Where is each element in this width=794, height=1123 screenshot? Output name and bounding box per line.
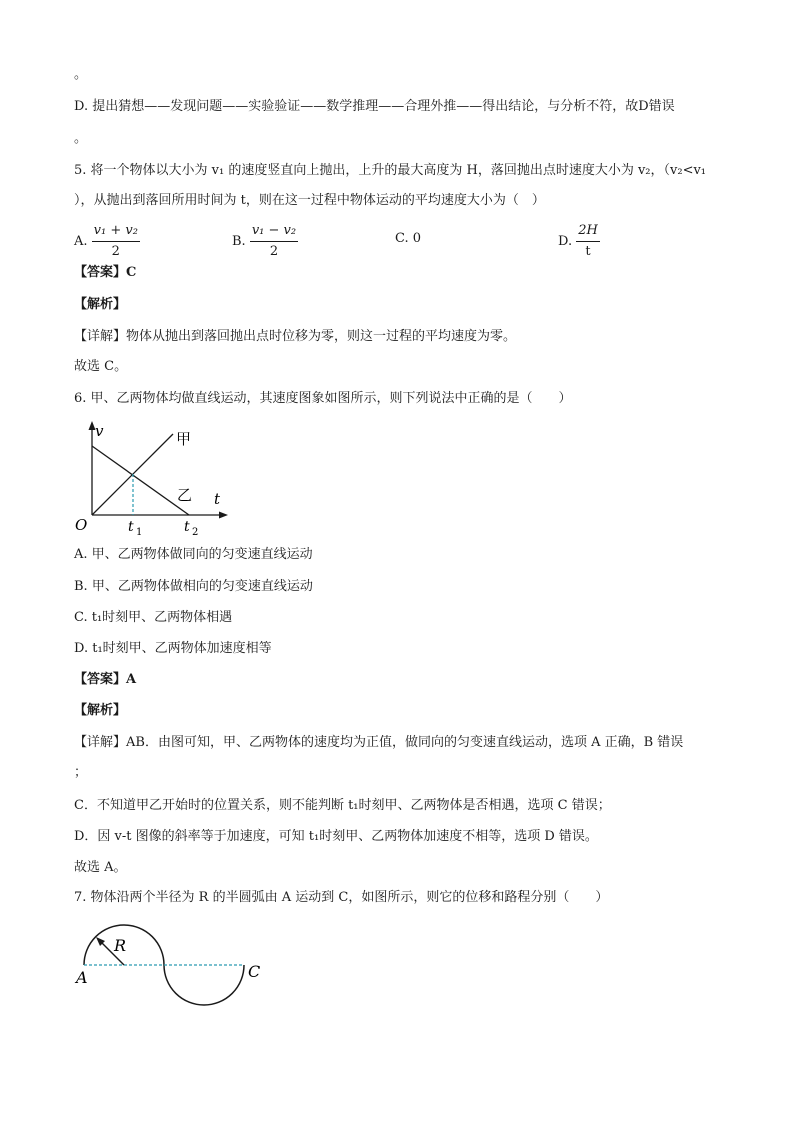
numerator: v₁ + v₂ <box>92 222 140 242</box>
t2-label: t <box>184 519 190 535</box>
question-5-cont: ），从抛出到落回所用时间为 t，则在这一过程中物体运动的平均速度大小为（ ） <box>74 193 545 208</box>
option-value: 0 <box>412 231 422 246</box>
option-a <box>74 222 140 261</box>
select-6: 故选 A。 <box>74 860 127 875</box>
detail-6-cont: ； <box>74 765 88 780</box>
t2-subscript: 2 <box>192 527 199 536</box>
option-label: C. <box>395 231 409 246</box>
fraction <box>92 222 140 261</box>
option-6b: B. 甲、乙两物体做相向的匀变速直线运动 <box>74 579 313 594</box>
question-6: 6. 甲、乙两物体均做直线运动，其速度图象如图所示，则下列说法中正确的是（ ） <box>74 391 572 406</box>
semicircle-path-figure <box>72 920 272 1010</box>
option-6a: A. 甲、乙两物体做同向的匀变速直线运动 <box>74 547 313 562</box>
text-line: 。 <box>74 131 88 146</box>
detail-5: 【详解】物体从抛出到落回抛出点时位移为零，则这一过程的平均速度为零。 <box>74 329 517 344</box>
denominator: t <box>585 244 591 259</box>
v-label: v <box>95 422 104 440</box>
t-axis-arrow <box>219 512 228 519</box>
option-c <box>395 230 421 248</box>
answer-6: 【答案】A <box>74 672 137 687</box>
origin-label: O <box>75 516 88 534</box>
select-5: 故选 C。 <box>74 359 128 374</box>
a-label: A <box>76 968 88 987</box>
analysis-6: 【解析】 <box>74 703 127 718</box>
text-line: 。 <box>74 67 88 82</box>
denominator: 2 <box>269 244 279 259</box>
c-label: C <box>248 962 261 981</box>
detail-6: 【详解】AB．由图可知，甲、乙两物体的速度均为正值，做同向的匀变速直线运动，选项 A 正确，B 错误 <box>74 735 684 750</box>
denominator: 2 <box>111 244 120 259</box>
lower-arc <box>164 965 244 1005</box>
velocity-time-graph <box>72 418 242 536</box>
option-d <box>558 222 600 261</box>
r-label: R <box>114 936 127 955</box>
question-5: 5. 将一个物体以大小为 v₁ 的速度竖直向上抛出，上升的最大高度为 H，落回抛出点时速度大小为 v₂，（v₂<v₁ <box>74 163 707 178</box>
answer-5: 【答案】C <box>74 265 137 280</box>
line-yi <box>92 446 189 515</box>
numerator: 2H <box>576 222 600 242</box>
t1-subscript: 1 <box>136 527 143 536</box>
detail-6c: C．不知道甲乙开始时的位置关系，则不能判断 t₁时刻甲、乙两物体是否相遇，选项 C 错误； <box>74 798 611 813</box>
fraction <box>576 222 600 261</box>
fraction <box>250 222 298 261</box>
yi-label: 乙 <box>177 486 193 504</box>
option-label: D. <box>558 234 573 249</box>
text-line: D. 提出猜想——发现问题——实验验证——数学推理——合理外推——得出结论，与分析不符，故D错误 <box>74 99 675 114</box>
question-7: 7. 物体沿两个半径为 R 的半圆弧由 A 运动到 C，如图所示，则它的位移和路程分别（ ） <box>74 890 609 905</box>
jia-label: 甲 <box>176 430 192 448</box>
analysis-5: 【解析】 <box>74 297 127 312</box>
option-label: A. <box>74 234 88 249</box>
option-6c: C. t₁时刻甲、乙两物体相遇 <box>74 610 233 625</box>
option-6d: D. t₁时刻甲、乙两物体加速度相等 <box>74 641 272 656</box>
option-label: B. <box>232 234 246 249</box>
detail-6d: D．因 v-t 图像的斜率等于加速度，可知 t₁时刻甲、乙两物体加速度不相等，选项 D 错误。 <box>74 829 598 844</box>
option-b <box>232 222 298 261</box>
numerator: v₁ − v₂ <box>250 222 298 242</box>
t-label: t <box>214 490 221 508</box>
t1-label: t <box>128 519 134 535</box>
